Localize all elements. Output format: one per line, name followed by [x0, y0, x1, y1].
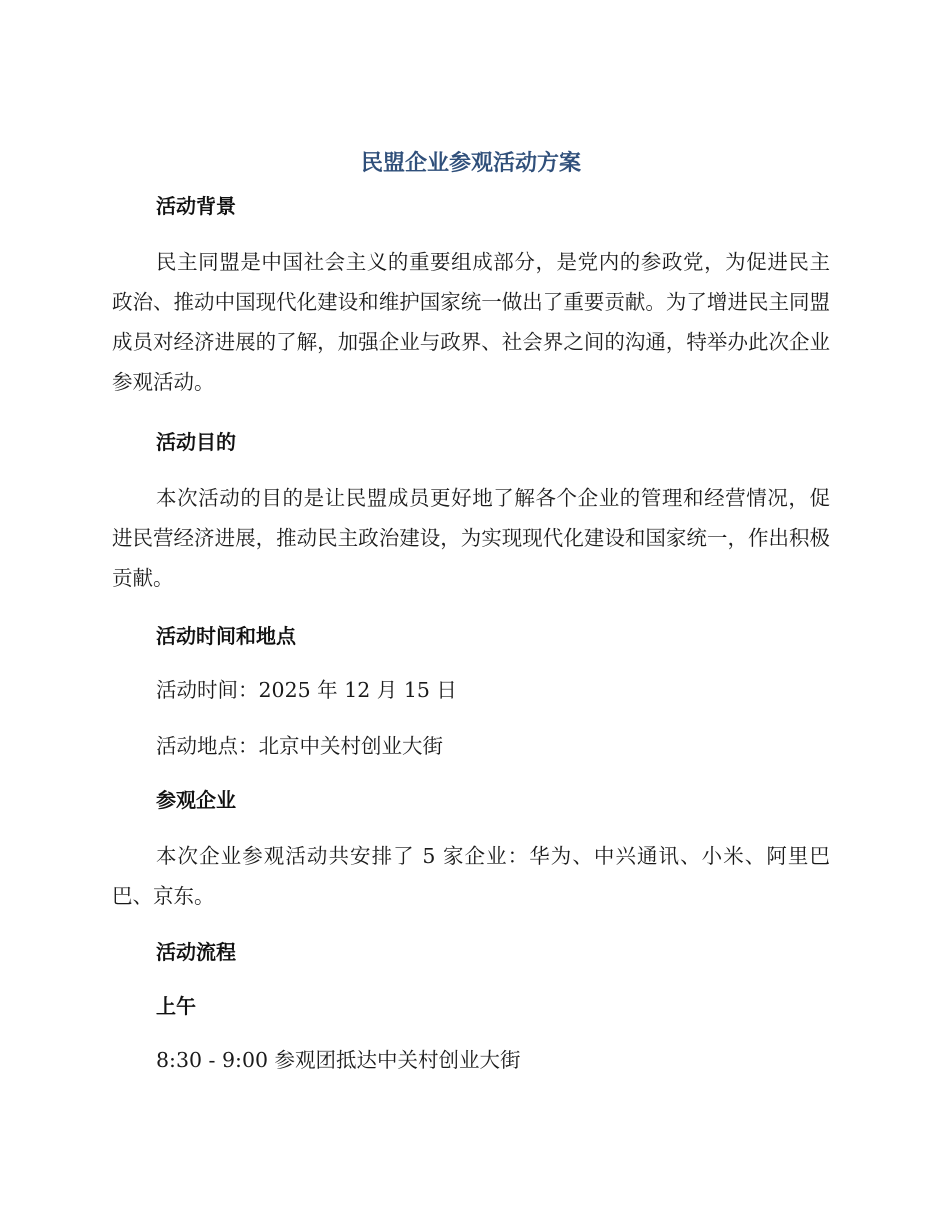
heading-companies: 参观企业 [156, 788, 236, 812]
heading-time-place: 活动时间和地点 [156, 624, 296, 648]
subheading-morning: 上午 [156, 994, 196, 1018]
paragraph-background: 民主同盟是中国社会主义的重要组成部分，是党内的参政党，为促进民主政治、推动中国现代化建设和维护国家统一做出了重要贡献。为了增进民主同盟成员对经济进展的了解，加强企业与政界、社会界之间的沟通，特举办此次企业参观活动。 [112, 250, 830, 394]
schedule-item: 8:30 - 9:00 参观团抵达中关村创业大街 [156, 1048, 521, 1072]
document-title: 民盟企业参观活动方案 [360, 151, 581, 176]
paragraph-companies: 本次企业参观活动共安排了 5 家企业：华为、中兴通讯、小米、阿里巴巴、京东。 [112, 844, 830, 908]
activity-time: 活动时间：2025 年 12 月 15 日 [156, 678, 457, 702]
heading-purpose: 活动目的 [156, 430, 236, 454]
heading-process: 活动流程 [156, 940, 236, 964]
heading-background: 活动背景 [156, 194, 236, 218]
activity-place: 活动地点：北京中关村创业大街 [156, 734, 443, 758]
paragraph-purpose: 本次活动的目的是让民盟成员更好地了解各个企业的管理和经营情况，促进民营经济进展，推动民主政治建设，为实现现代化建设和国家统一，作出积极贡献。 [112, 486, 830, 590]
